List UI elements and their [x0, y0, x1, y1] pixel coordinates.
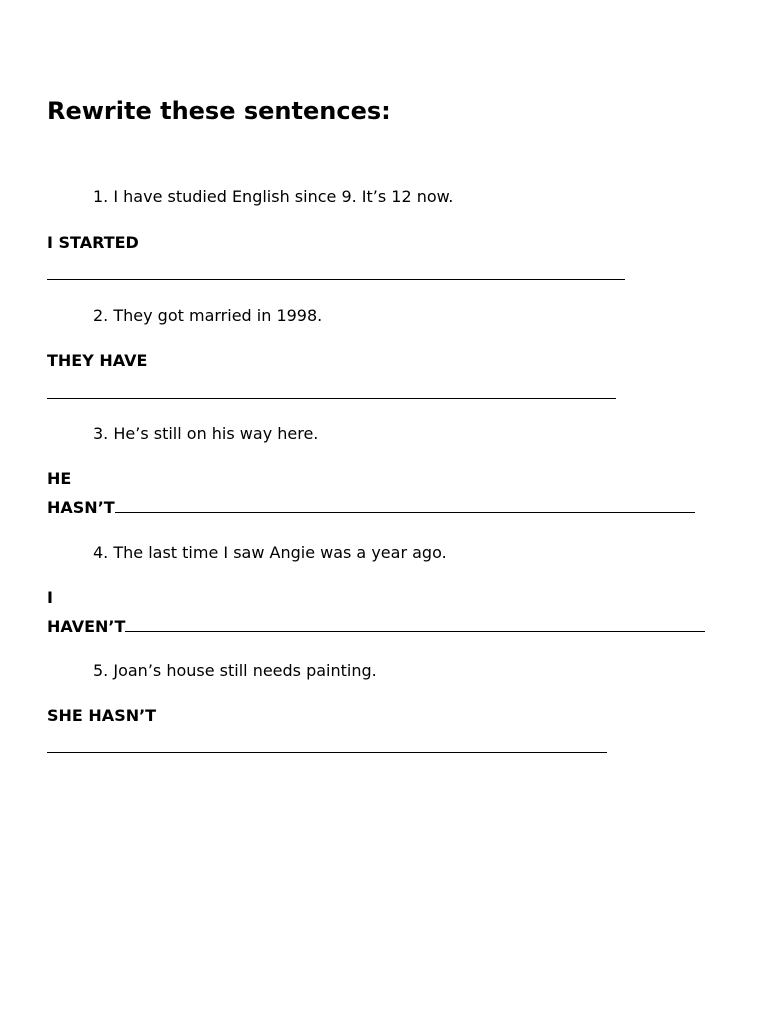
- exercise-4-answer-blank[interactable]: [125, 631, 705, 632]
- exercise-1-sentence: [93, 187, 453, 206]
- exercise-3-prompt: [47, 464, 695, 522]
- worksheet-title: Rewrite these sentences:: [47, 97, 391, 125]
- exercise-2-prompt: THEY HAVE: [47, 351, 148, 370]
- exercise-5-number: 5.: [93, 661, 109, 680]
- exercise-4-text: The last time I saw Angie was a year ago.: [113, 543, 447, 562]
- exercise-5-text: Joan’s house still needs painting.: [113, 661, 377, 680]
- exercise-3-answer-blank[interactable]: [115, 512, 695, 513]
- exercise-5-sentence: [93, 661, 377, 680]
- exercise-3-text: He’s still on his way here.: [113, 424, 319, 443]
- exercise-3-sentence: [93, 424, 318, 443]
- exercise-2-sentence: [93, 306, 322, 325]
- exercise-2-number: 2.: [93, 306, 109, 325]
- exercise-2-text: They got married in 1998.: [113, 306, 323, 325]
- exercise-4-prompt-line-1: I: [47, 588, 53, 607]
- exercise-1-text: I have studied English since 9. It’s 12 now.: [113, 187, 454, 206]
- exercise-4-prompt-line-2: [47, 612, 705, 641]
- exercise-4-prompt: [47, 583, 705, 641]
- exercise-2-answer-blank[interactable]: [47, 398, 616, 399]
- exercise-3-prompt-line-2: [47, 493, 695, 522]
- exercise-1-number: 1.: [93, 187, 109, 206]
- exercise-4-sentence: [93, 543, 447, 562]
- exercise-5-answer-blank[interactable]: [47, 752, 607, 753]
- exercise-1-answer-blank[interactable]: [47, 279, 625, 280]
- exercise-3-prompt-word: HASN’T: [47, 498, 115, 517]
- exercise-4-prompt-word: HAVEN’T: [47, 617, 126, 636]
- exercise-1-prompt: I STARTED: [47, 233, 139, 252]
- exercise-3-prompt-line-1: HE: [47, 469, 72, 488]
- exercise-4-number: 4.: [93, 543, 109, 562]
- exercise-3-number: 3.: [93, 424, 109, 443]
- exercise-5-prompt: SHE HASN’T: [47, 706, 157, 725]
